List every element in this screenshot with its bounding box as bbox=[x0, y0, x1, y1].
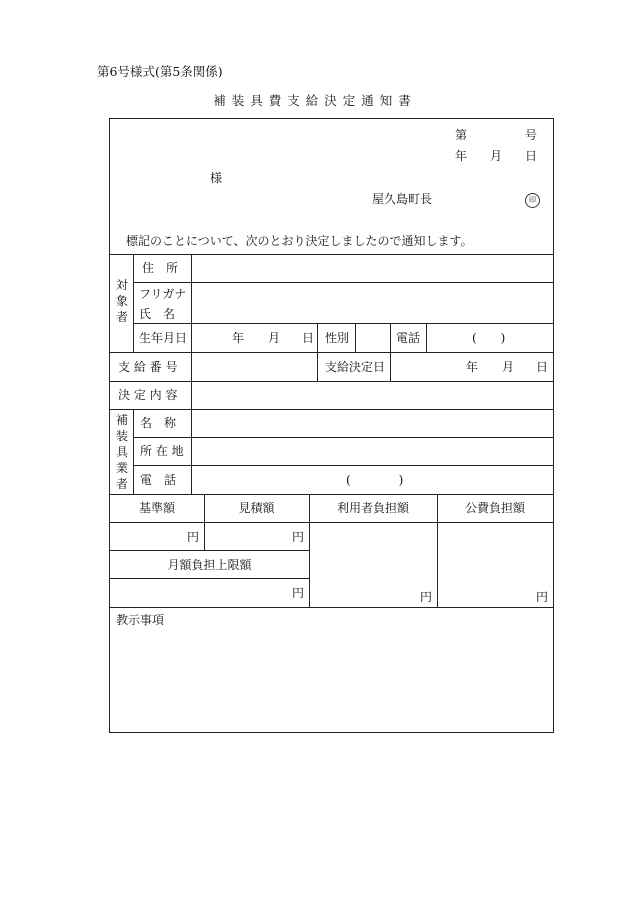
vendor-name-label: 名 称 bbox=[140, 416, 177, 430]
phone-label: 電話 bbox=[396, 331, 421, 345]
official-seal bbox=[525, 192, 540, 208]
furigana-label: フリガナ bbox=[139, 287, 187, 301]
standard-amount-yen: 円 bbox=[187, 530, 200, 544]
decision-day: 日 bbox=[536, 360, 549, 374]
vendor-group-label: 補 装 具 業 者 bbox=[115, 413, 128, 491]
intro-text: 標記のことについて、次のとおり決定しましたので通知します。 bbox=[126, 234, 473, 248]
issue-date-year: 年 bbox=[455, 149, 468, 163]
decision-content-label: 決 定 内 容 bbox=[118, 388, 178, 402]
gender-label: 性別 bbox=[325, 331, 350, 345]
standard-amount-header: 基準額 bbox=[138, 501, 175, 515]
decision-date-label: 支給決定日 bbox=[325, 360, 386, 374]
phone-format: ( ) bbox=[472, 331, 506, 345]
issuer-name: 屋久島町長 bbox=[372, 192, 433, 206]
estimate-amount-header: 見積額 bbox=[238, 501, 275, 515]
birth-day: 日 bbox=[302, 331, 315, 345]
birth-year: 年 bbox=[232, 331, 245, 345]
vendor-location-label: 所 在 地 bbox=[140, 444, 184, 458]
seal-mark: 印 bbox=[525, 193, 540, 208]
instructions-label: 教示事項 bbox=[116, 613, 165, 627]
user-burden-yen: 円 bbox=[420, 590, 433, 604]
public-burden-yen: 円 bbox=[536, 590, 549, 604]
estimate-amount-yen: 円 bbox=[292, 530, 305, 544]
user-burden-header: 利用者負担額 bbox=[336, 501, 409, 515]
payment-number-label: 支 給 番 号 bbox=[118, 360, 178, 374]
document-title: 補装具費支給決定通知書 bbox=[213, 93, 417, 108]
address-label: 住 所 bbox=[142, 261, 179, 275]
notice-number-prefix: 第 bbox=[455, 128, 468, 142]
notice-form bbox=[109, 118, 554, 733]
birth-date-label: 生年月日 bbox=[139, 331, 188, 345]
subject-group-label: 対 象 者 bbox=[115, 278, 128, 324]
vendor-phone-label: 電 話 bbox=[140, 473, 177, 487]
monthly-cap-yen: 円 bbox=[292, 586, 305, 600]
issue-date-day: 日 bbox=[525, 149, 538, 163]
addressee-honorific: 様 bbox=[210, 171, 223, 185]
form-number-label: 第6号様式(第5条関係) bbox=[97, 64, 223, 79]
monthly-cap-label: 月額負担上限額 bbox=[167, 558, 252, 572]
notice-number-suffix: 号 bbox=[525, 128, 538, 142]
issue-date-month: 月 bbox=[490, 149, 503, 163]
decision-month: 月 bbox=[502, 360, 515, 374]
vendor-phone-format: ( ) bbox=[346, 473, 404, 487]
name-label: 氏 名 bbox=[139, 307, 176, 321]
birth-month: 月 bbox=[268, 331, 281, 345]
decision-year: 年 bbox=[466, 360, 479, 374]
public-burden-header: 公費負担額 bbox=[464, 501, 525, 515]
